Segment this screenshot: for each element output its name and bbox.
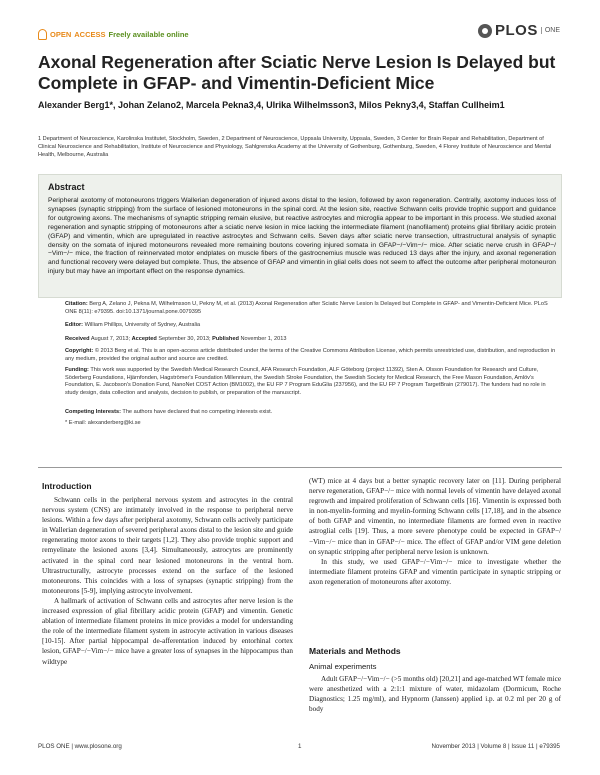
- plos-logo-icon: [478, 24, 492, 38]
- competing-interests: [65, 409, 560, 415]
- right-paragraph-2: In this study, we used GFAP−/−Vim−/− mice to investigate whether the intermediate filament proteins GFAP and vimentin participate in synaptic stripping or axon regeneration of motoneurons after axotomy.: [309, 557, 561, 586]
- footer-page-number: 1: [298, 743, 302, 750]
- copyright: [65, 348, 560, 363]
- right-column-text: [309, 476, 561, 587]
- plos-logo-word: PLOS: [494, 22, 538, 39]
- intro-paragraph-2: A hallmark of activation of Schwann cells and astrocytes after nerve lesion is the increased expression of glial fibrillary acidic protein (GFAP) and vimentin. Genetic ablation of intermediate filament proteins in mice provides a model for understanding the role of the intermediate filament system in astrocyte activation in various diseases [10-15]. After partial hippocampal de-afferentation induced by entorhinal cortex lesion, GFAP−/−Vim−/− mice have a greater loss of synapses in the hippocampus than wildtype: [42, 596, 293, 666]
- copyright-label: Copyright:: [65, 348, 94, 354]
- animal-paragraph: Adult GFAP−/−Vim−/− (>5 months old) [20,21] and age-matched WT female mice were anesthetized with a 2:1:1 mixture of water, midazolam (Dormicum, Roche Diagnostics; 1.25 mg/ml), and Hypnorm (Janssen) applied i.p. at 0.2 ml per 20 g of body: [309, 675, 562, 714]
- accepted-date: September 30, 2013;: [158, 336, 211, 342]
- article-title: Axonal Regeneration after Sciatic Nerve Lesion Is Delayed but Complete in GFAP- and Vimentin-Deficient Mice: [38, 52, 556, 93]
- editor: [65, 322, 560, 328]
- published-label: Published: [212, 336, 239, 342]
- footer-journal: PLOS ONE | www.plosone.org: [38, 743, 122, 750]
- citation-label: Citation:: [65, 301, 88, 307]
- intro-paragraph-1: Schwann cells in the peripheral nervous system and astrocytes in the central nervous system (CNS) are intimately involved in the response to peripheral nerve lesions. Within a few days after peripheral axotomy, Schwann cells actively participate in Wallerian degeneration of severed peripheral axons distal to the lesion site and guide regenerating motor axons to their targets [1,2]. They also provide trophic support and remyelinate the lesioned axons [3,4]. Simultaneously, astrocytes are prominently activated in the spinal cord near lesioned motoneurons in the ventral horn. Ultrastructurally, astrocyte processes extend on the surface of the lesioned motoneurons. This coincides with a loss of synapses (synaptic stripping) from the motoneurons [5-9], implying astrocyte involvement.: [42, 496, 293, 595]
- right-paragraph-1: (WT) mice at 4 days but a better synaptic recovery later on [11]. During peripheral nerve regeneration, GFAP−/− mice with normal levels of vimentin have delayed axonal regrowth and impaired proliferation of Schwann cells [16]. Vimentin is expressed both in non-myelin-forming and myelin-forming Schwann cells [17,18], and in the absence of both GFAP and vimentin, no intermediate filaments are formed even in reactive astroglial cells [19]. Thus, a more severe phenotype could be expected in GFAP−/−Vim−/− mice than in GFAP−/− mice. The effect of GFAP and/or VIM gene deletion on synaptic stripping after peripheral nerve lesion is unknown.: [309, 477, 561, 556]
- accepted-label: Accepted: [131, 336, 157, 342]
- competing-text: The authors have declared that no competing interests exist.: [122, 409, 273, 415]
- abstract-text: Peripheral axotomy of motoneurons triggers Wallerian degeneration of injured axons distal to the lesion, followed by axon regeneration. Centrally, axotomy induces loss of synapses (synaptic stripping) from the surface of lesioned motoneurons in the spinal cord. At the lesion site, reactive Schwann cells provide trophic support and guidance for outgrowing axons. The mechanisms of synaptic stripping remain elusive, but reactive astrocytes and microglia appear to be important in this process. We studied axonal regeneration and synaptic stripping of motoneurons after a sciatic nerve lesion in mice lacking the intermediate filament (nanofilament) proteins glial fibrillary acidic protein (GFAP) and vimentin, which are upregulated in reactive astrocytes and Schwann cells. Seven days after sciatic nerve transection, ultrastructural analysis of synaptic density on the somata of injured motoneurons revealed more remaining boutons covering injured somata in GFAP−/−Vim−/− mice. After sciatic nerve crush in GFAP−/−Vim−/− mice, the fraction of reinnervated motor endplates on muscle fibers of the gastrocnemius muscle was reduced 13 days after the injury, and axonal regeneration and functional recovery were delayed but complete. Thus, the absence of GFAP and vimentin in glial cells does not seem to affect the outcome after peripheral motoneuron injury but may have an important effect on the response dynamics.: [48, 197, 556, 276]
- abstract-heading: Abstract: [48, 182, 85, 192]
- corresponding-email: * E-mail: alexanderberg@ki.se: [65, 420, 141, 426]
- methods-heading: Materials and Methods: [309, 646, 401, 656]
- funding: [65, 367, 560, 397]
- received-date: August 7, 2013;: [90, 336, 131, 342]
- funding-text: This work was supported by the Swedish Medical Research Council, AFA Research Foundation, ALF Göteborg (project 11392), Sten A. Olsson Foundation for Research and Culture, Söderberg Foundations, Hjärnfonden, Hagströmer's Foundation Millennium, the Swedish Stroke Foundation, the Swedish Society for Medical Research, the Free Mason Foundation, Amlöv's Foundation, E. Jacobson's Donation Fund, NanoNet COST Action (BM1002), the EU FP 7 Program EduGlia (237956), and the EU FP 7 Program TargetBrain (279017). The funders had no role in study design, data collection and analysis, decision to publish, or preparation of the manuscript.: [65, 367, 546, 396]
- open-access-open: OPEN: [50, 30, 72, 39]
- published-date: November 1, 2013: [240, 336, 287, 342]
- competing-label: Competing Interests:: [65, 409, 121, 415]
- plos-logo-journal: ONE: [541, 27, 560, 34]
- introduction-heading: Introduction: [42, 481, 92, 491]
- open-access-text: Freely available online: [108, 30, 189, 39]
- funding-label: Funding:: [65, 367, 89, 373]
- animal-experiments-text: [309, 674, 561, 714]
- section-divider: [38, 467, 562, 468]
- received-label: Received: [65, 336, 90, 342]
- open-access-lock-icon: [38, 29, 47, 40]
- open-access-banner: [38, 29, 189, 40]
- citation-text: Berg A, Zelano J, Pekna M, Wilhelmsson U, Pekny M, et al. (2013) Axonal Regeneration after Sciatic Nerve Lesion Is Delayed but Complete in GFAP- and Vimentin-Deficient Mice. PLoS ONE 8(11): e79395. doi:10.1371/journal.pone.0079395: [65, 301, 548, 315]
- footer-issue: November 2013 | Volume 8 | Issue 11 | e79395: [431, 743, 560, 750]
- editor-text: William Phillips, University of Sydney, Australia: [84, 322, 201, 328]
- animal-experiments-heading: Animal experiments: [309, 662, 377, 671]
- author-list: Alexander Berg1*, Johan Zelano2, Marcela Pekna3,4, Ulrika Wilhelmsson3, Milos Pekny3,4, Staffan Cullheim1: [38, 100, 505, 110]
- copyright-text: © 2013 Berg et al. This is an open-access article distributed under the terms of the Creative Commons Attribution License, which permits unrestricted use, distribution, and reproduction in any medium, provided the original author and source are credited.: [65, 348, 556, 362]
- affiliations: 1 Department of Neuroscience, Karolinska Institutet, Stockholm, Sweden, 2 Department of Neuroscience, Uppsala University, Uppsala, Sweden, 3 Center for Brain Repair and Rehabilitation, Department of Clinical Neuroscience and Rehabilitation, Institute of Neuroscience and Physiology, Sahlgrenska Academy at the University of Gothenburg, Gothenburg, Sweden, 4 Florey Institute of Neuroscience and Mental Health, Melbourne, Australia: [38, 136, 552, 158]
- open-access-access: ACCESS: [74, 30, 106, 39]
- editor-label: Editor:: [65, 322, 84, 328]
- plos-logo: [478, 22, 560, 39]
- introduction-text: [42, 495, 293, 667]
- dates: [65, 336, 560, 342]
- citation: [65, 301, 560, 316]
